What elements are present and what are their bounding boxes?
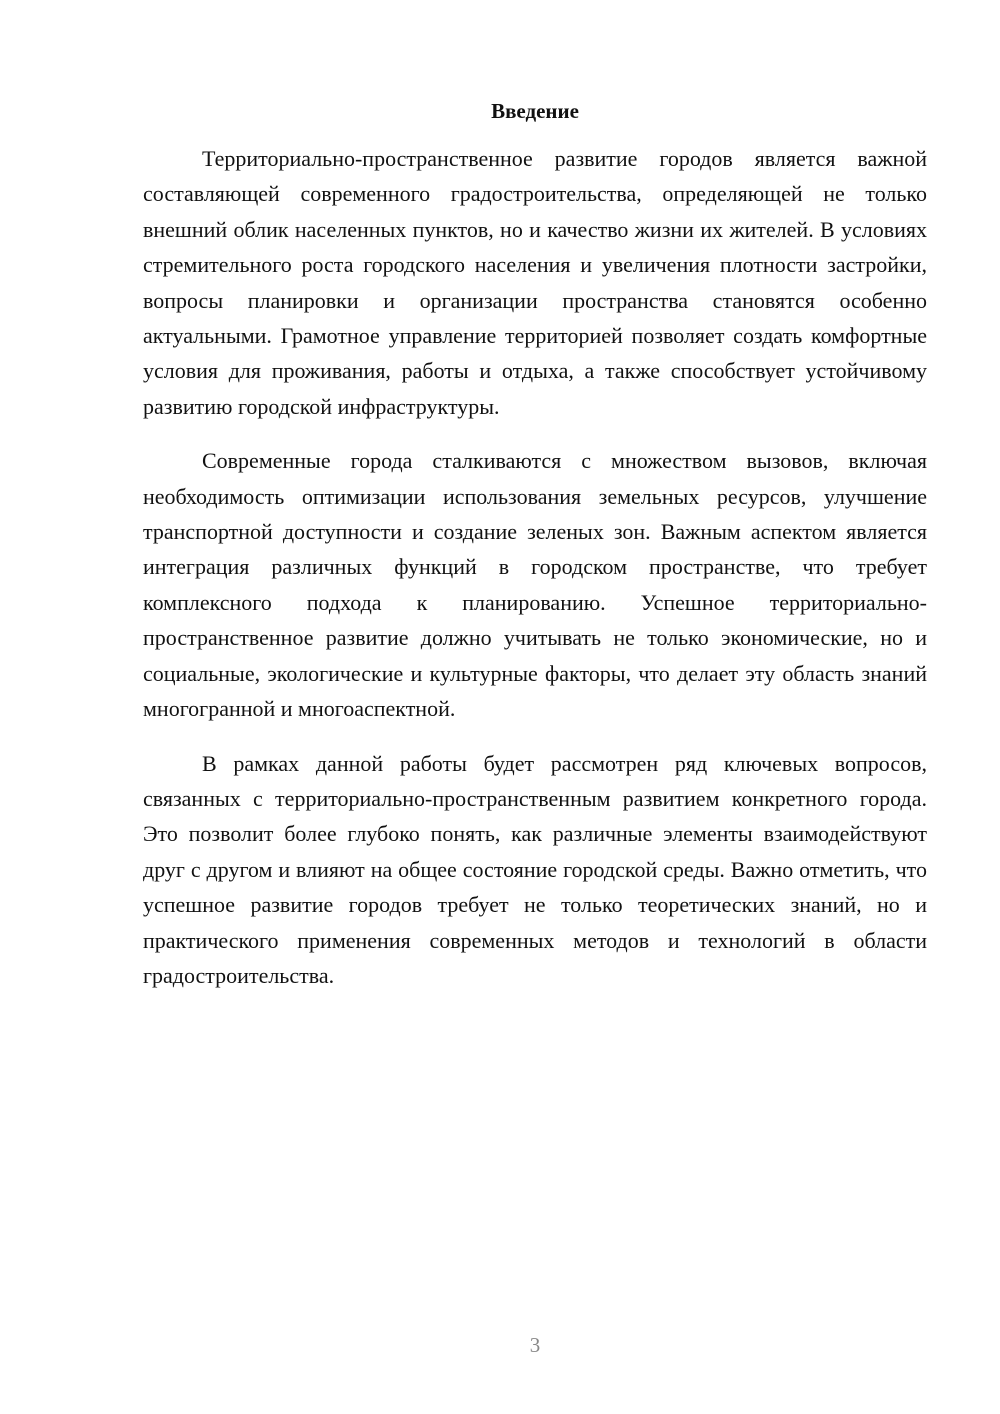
paragraph-2: Современные города сталкиваются с множеством вызовов, включая необходимость оптимизации использования земельных ресурсов, улучшение транспортной доступности и создание зеленых зон. Важным аспектом является интеграция различных функций в городском пространстве, что требует комплексного подхода к планированию. Успешное территориально-пространственное развитие должно учитывать не только экономические, но и социальные, экологические и культурные факторы, что делает эту область знаний многогранной и многоаспектной. [143,448,927,722]
paragraph-3: В рамках данной работы будет рассмотрен ряд ключевых вопросов, связанных с территориально-пространственным развитием конкретного города. Это позволит более глубоко понять, как различные элементы взаимодействуют друг с другом и влияют на общее состояние городской среды. Важно отметить, что успешное развитие городов требует не только теоретических знаний, но и практического применения современных методов и технологий в области градостроительства. [143,750,927,988]
section-title: Введение [491,99,579,123]
page-number: 3 [529,1333,541,1357]
paragraph-1: Территориально-пространственное развитие городов является важной составляющей современного градостроительства, определяющей не только внешний облик населенных пунктов, но и качество жизни их жителей. В условиях стремительного роста городского населения и увеличения плотности застройки, вопросы планировки и организации пространства становятся особенно актуальными. Грамотное управление территорией позволяет создать комфортные условия для проживания, работы и отдыха, а также способствует устойчивому развитию городской инфраструктуры. [143,146,927,419]
document-body [143,95,927,1012]
